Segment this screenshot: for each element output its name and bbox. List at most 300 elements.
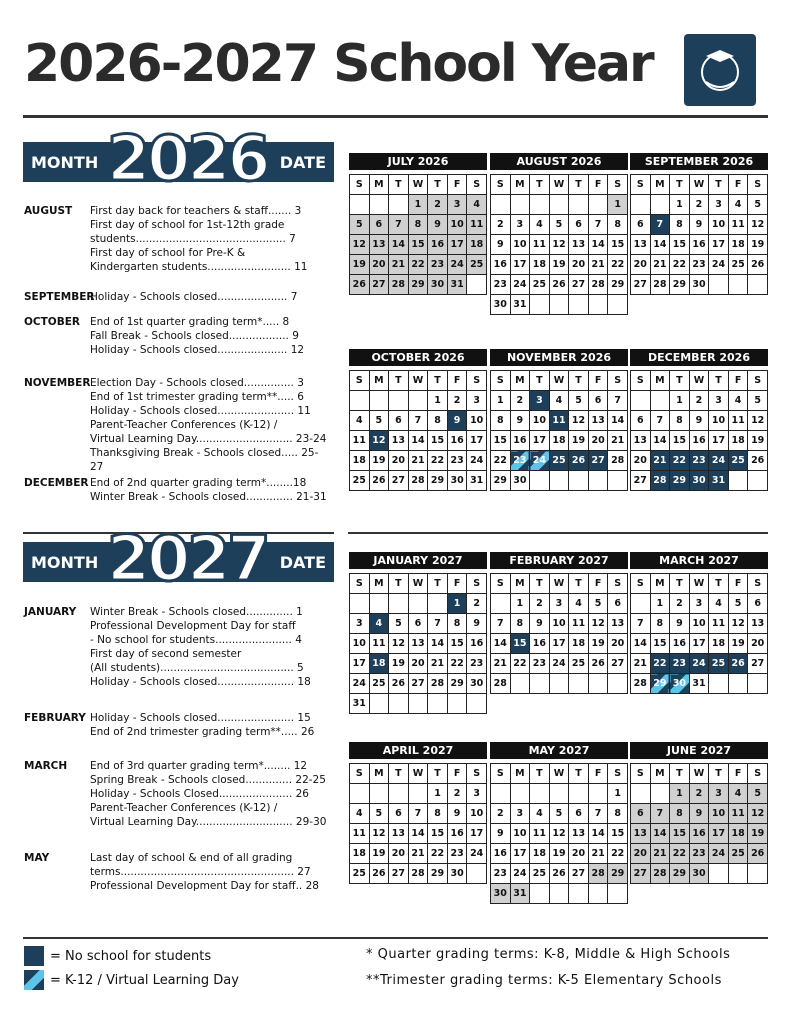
calendar-april-2027 — [349, 742, 487, 884]
empty-cell — [389, 694, 409, 714]
day-cell: 28 — [389, 275, 409, 295]
calendar-june-2027 — [630, 742, 768, 884]
weekday-header: F — [447, 574, 467, 594]
day-cell: 14 — [588, 824, 608, 844]
day-cell: 2 — [447, 784, 467, 804]
day-cell: 13 — [631, 824, 651, 844]
day-cell: 19 — [569, 431, 589, 451]
weekday-header: M — [510, 764, 530, 784]
day-cell: 19 — [748, 235, 768, 255]
day-cell: 17 — [510, 844, 530, 864]
month-label: MONTH — [31, 553, 99, 572]
day-cell: 10 — [549, 614, 569, 634]
weekday-header: S — [748, 764, 768, 784]
day-cell: 6 — [389, 804, 409, 824]
empty-cell — [491, 594, 511, 614]
day-cell: 22 — [428, 451, 448, 471]
day-cell: 23 — [428, 255, 448, 275]
event-line: First day of school for 1st-12th grade — [90, 219, 285, 231]
day-cell: 29 — [608, 275, 628, 295]
event-group-october — [24, 315, 330, 357]
day-cell: 3 — [467, 784, 487, 804]
empty-cell — [530, 784, 550, 804]
day-cell: 28 — [650, 864, 670, 884]
day-cell: 25 — [467, 255, 487, 275]
day-cell: 22 — [491, 451, 511, 471]
weekday-header: T — [670, 371, 690, 391]
empty-cell — [709, 275, 729, 295]
day-cell: 20 — [569, 255, 589, 275]
day-cell: 24 — [709, 844, 729, 864]
calendar-month-title: NOVEMBER 2026 — [490, 349, 628, 366]
weekday-header: F — [728, 175, 748, 195]
date-label: DATE — [279, 153, 326, 172]
year-label: 2027 — [107, 522, 268, 595]
day-cell: 28 — [408, 864, 428, 884]
day-cell: 16 — [689, 431, 709, 451]
day-cell: 29 — [670, 275, 690, 295]
day-cell: 4 — [728, 784, 748, 804]
day-cell: 12 — [389, 634, 409, 654]
day-cell: 6 — [569, 215, 589, 235]
empty-cell — [389, 594, 409, 614]
weekday-header: S — [350, 371, 370, 391]
day-cell: 3 — [467, 391, 487, 411]
day-cell: 22 — [608, 844, 628, 864]
weekday-header: T — [428, 764, 448, 784]
day-cell: 16 — [670, 634, 690, 654]
day-cell: 22 — [670, 451, 690, 471]
day-cell: 31 — [467, 471, 487, 491]
weekday-header: F — [728, 371, 748, 391]
weekday-header: S — [467, 574, 487, 594]
day-cell: 23 — [491, 275, 511, 295]
day-cell: 28 — [650, 471, 670, 491]
day-cell: 21 — [408, 451, 428, 471]
empty-cell — [369, 694, 389, 714]
weekday-header: T — [530, 371, 550, 391]
day-cell: 12 — [549, 824, 569, 844]
day-cell: 19 — [350, 255, 370, 275]
day-cell: 3 — [709, 195, 729, 215]
day-cell: 31 — [689, 674, 709, 694]
day-cell: 10 — [447, 215, 467, 235]
empty-cell — [428, 694, 448, 714]
day-cell: 1 — [650, 594, 670, 614]
day-cell: 3 — [549, 594, 569, 614]
weekday-header: T — [530, 574, 550, 594]
day-cell: 22 — [670, 255, 690, 275]
day-cell: 21 — [408, 844, 428, 864]
day-cell: 12 — [549, 235, 569, 255]
day-cell: 28 — [608, 451, 628, 471]
day-cell: 18 — [530, 255, 550, 275]
day-cell: 5 — [588, 594, 608, 614]
empty-cell — [491, 784, 511, 804]
empty-cell — [350, 391, 370, 411]
calendar-month-title: JANUARY 2027 — [349, 552, 487, 569]
event-group-january — [24, 605, 330, 689]
day-cell: 6 — [748, 594, 768, 614]
day-cell: 21 — [650, 255, 670, 275]
day-cell: 6 — [608, 594, 628, 614]
day-cell: 5 — [748, 784, 768, 804]
day-cell: 13 — [369, 235, 389, 255]
day-cell: 7 — [588, 215, 608, 235]
calendar-month-title: SEPTEMBER 2026 — [630, 153, 768, 170]
day-cell: 8 — [608, 215, 628, 235]
empty-cell — [709, 864, 729, 884]
day-cell: 4 — [350, 804, 370, 824]
weekday-header: F — [588, 574, 608, 594]
day-cell: 3 — [709, 391, 729, 411]
day-cell: 3 — [447, 195, 467, 215]
weekday-header: S — [467, 371, 487, 391]
day-cell: 29 — [447, 674, 467, 694]
day-cell: 26 — [549, 864, 569, 884]
event-line: Holiday - Schools closed..................... 12 — [90, 344, 305, 356]
event-month: MAY — [24, 852, 50, 864]
day-cell: 30 — [447, 471, 467, 491]
day-cell: 5 — [549, 215, 569, 235]
day-cell: 10 — [467, 804, 487, 824]
empty-cell — [510, 674, 530, 694]
day-cell: 11 — [530, 824, 550, 844]
day-cell: 15 — [670, 235, 690, 255]
day-cell: 14 — [428, 634, 448, 654]
day-cell: 10 — [467, 411, 487, 431]
empty-cell — [389, 391, 409, 411]
day-cell: 27 — [608, 654, 628, 674]
day-cell: 8 — [670, 411, 690, 431]
day-cell: 30 — [491, 295, 511, 315]
day-cell: 30 — [428, 275, 448, 295]
day-cell: 25 — [728, 844, 748, 864]
empty-cell — [748, 674, 768, 694]
day-cell: 15 — [608, 235, 628, 255]
day-cell: 19 — [549, 844, 569, 864]
day-cell: 14 — [408, 824, 428, 844]
empty-cell — [728, 864, 748, 884]
event-line: Holiday - Schools closed....................... 18 — [90, 676, 311, 688]
weekday-header: T — [389, 574, 409, 594]
day-cell: 13 — [389, 431, 409, 451]
weekday-header: F — [728, 574, 748, 594]
empty-cell — [408, 694, 428, 714]
bottom-rule — [23, 937, 768, 939]
empty-cell — [491, 195, 511, 215]
weekday-header: W — [408, 175, 428, 195]
day-cell: 13 — [569, 824, 589, 844]
event-line: Holiday - Schools Closed...................... 26 — [90, 788, 309, 800]
day-cell: 12 — [588, 614, 608, 634]
day-cell: 20 — [389, 451, 409, 471]
day-cell: 16 — [491, 255, 511, 275]
day-cell: 17 — [447, 235, 467, 255]
day-cell: 28 — [408, 471, 428, 491]
calendar-month-title: JULY 2026 — [349, 153, 487, 170]
weekday-header: F — [447, 175, 467, 195]
day-cell: 21 — [491, 654, 511, 674]
day-cell: 20 — [608, 634, 628, 654]
empty-cell — [569, 295, 589, 315]
day-cell: 20 — [748, 634, 768, 654]
empty-cell — [631, 391, 651, 411]
event-line: Parent-Teacher Conferences (K-12) / — [90, 419, 278, 431]
calendar-may-2027 — [490, 742, 628, 904]
day-cell: 27 — [408, 674, 428, 694]
empty-cell — [530, 674, 550, 694]
empty-cell — [369, 391, 389, 411]
day-cell: 4 — [569, 594, 589, 614]
day-cell: 15 — [428, 431, 448, 451]
empty-cell — [608, 471, 628, 491]
weekday-header: F — [447, 764, 467, 784]
day-cell: 23 — [689, 844, 709, 864]
day-cell: 11 — [569, 614, 589, 634]
empty-cell — [608, 884, 628, 904]
day-cell: 11 — [709, 614, 729, 634]
calendar-month-title: APRIL 2027 — [349, 742, 487, 759]
day-cell: 20 — [569, 844, 589, 864]
event-line: End of 1st quarter grading term*..... 8 — [90, 316, 290, 328]
day-cell: 15 — [447, 634, 467, 654]
day-cell: 23 — [510, 451, 530, 471]
weekday-header: T — [389, 175, 409, 195]
day-cell: 11 — [728, 215, 748, 235]
weekday-header: F — [447, 371, 467, 391]
event-line: students............................................. 7 — [90, 233, 296, 245]
day-cell: 22 — [428, 844, 448, 864]
weekday-header: S — [491, 175, 511, 195]
weekday-header: M — [650, 175, 670, 195]
empty-cell — [569, 674, 589, 694]
day-cell: 3 — [689, 594, 709, 614]
day-cell: 6 — [569, 804, 589, 824]
empty-cell — [748, 275, 768, 295]
day-cell: 7 — [608, 391, 628, 411]
day-cell: 29 — [608, 864, 628, 884]
day-cell: 10 — [709, 804, 729, 824]
weekday-header: W — [408, 574, 428, 594]
empty-cell — [588, 784, 608, 804]
empty-cell — [588, 471, 608, 491]
day-cell: 30 — [491, 884, 511, 904]
day-cell: 18 — [728, 824, 748, 844]
day-cell: 1 — [670, 195, 690, 215]
date-label: DATE — [279, 553, 326, 572]
empty-cell — [467, 864, 487, 884]
day-cell: 20 — [369, 255, 389, 275]
day-cell: 4 — [728, 195, 748, 215]
calendar-march-2027 — [630, 552, 768, 694]
day-cell: 27 — [631, 471, 651, 491]
calendar-july-2026 — [349, 153, 487, 295]
day-cell: 24 — [467, 451, 487, 471]
day-cell: 16 — [428, 235, 448, 255]
day-cell: 18 — [350, 844, 370, 864]
day-cell: 20 — [631, 451, 651, 471]
mid-rule-right — [348, 532, 768, 534]
day-cell: 27 — [569, 864, 589, 884]
weekday-header: F — [588, 175, 608, 195]
weekday-header: S — [350, 175, 370, 195]
day-cell: 19 — [748, 824, 768, 844]
day-cell: 24 — [510, 864, 530, 884]
day-cell: 17 — [709, 431, 729, 451]
day-cell: 8 — [428, 804, 448, 824]
weekday-header: T — [389, 764, 409, 784]
calendar-month-title: MARCH 2027 — [630, 552, 768, 569]
day-cell: 1 — [670, 784, 690, 804]
day-cell: 22 — [650, 654, 670, 674]
weekday-header: S — [350, 574, 370, 594]
day-cell: 22 — [408, 255, 428, 275]
day-cell: 16 — [510, 431, 530, 451]
calendar-january-2027 — [349, 552, 487, 714]
empty-cell — [510, 784, 530, 804]
weekday-header: S — [631, 574, 651, 594]
weekday-header: W — [549, 175, 569, 195]
day-cell: 14 — [588, 235, 608, 255]
weekday-header: S — [608, 175, 628, 195]
day-cell: 30 — [689, 471, 709, 491]
day-cell: 1 — [510, 594, 530, 614]
weekday-header: M — [650, 574, 670, 594]
day-cell: 4 — [369, 614, 389, 634]
day-cell: 7 — [408, 804, 428, 824]
day-cell: 12 — [748, 804, 768, 824]
day-cell: 24 — [709, 451, 729, 471]
event-month: DECEMBER — [24, 477, 89, 489]
day-cell: 13 — [569, 235, 589, 255]
day-cell: 26 — [569, 451, 589, 471]
day-cell: 5 — [549, 804, 569, 824]
day-cell: 11 — [728, 804, 748, 824]
weekday-header: T — [569, 574, 589, 594]
day-cell: 6 — [369, 215, 389, 235]
calendar-september-2026 — [630, 153, 768, 295]
day-cell: 28 — [428, 674, 448, 694]
empty-cell — [549, 195, 569, 215]
day-cell: 31 — [510, 295, 530, 315]
day-cell: 14 — [650, 431, 670, 451]
day-cell: 5 — [748, 195, 768, 215]
day-cell: 25 — [728, 255, 748, 275]
event-line: Holiday - Schools closed....................... 11 — [90, 405, 311, 417]
weekday-header: T — [709, 574, 729, 594]
day-cell: 19 — [549, 255, 569, 275]
event-line: Professional Development Day for staff — [90, 620, 296, 632]
event-group-march — [24, 759, 330, 829]
day-cell: 10 — [709, 411, 729, 431]
day-cell: 1 — [428, 784, 448, 804]
event-group-february — [24, 711, 330, 739]
day-cell: 11 — [350, 431, 370, 451]
weekday-header: S — [631, 764, 651, 784]
day-cell: 7 — [588, 804, 608, 824]
weekday-header: T — [389, 371, 409, 391]
day-cell: 14 — [389, 235, 409, 255]
empty-cell — [350, 784, 370, 804]
day-cell: 2 — [670, 594, 690, 614]
year-header-2026 — [23, 122, 334, 195]
day-cell: 6 — [631, 804, 651, 824]
empty-cell — [530, 195, 550, 215]
day-cell: 24 — [350, 674, 370, 694]
day-cell: 24 — [549, 654, 569, 674]
empty-cell — [748, 864, 768, 884]
weekday-header: S — [608, 764, 628, 784]
day-cell: 8 — [650, 614, 670, 634]
day-cell: 29 — [670, 864, 690, 884]
day-cell: 15 — [491, 431, 511, 451]
weekday-header: T — [709, 371, 729, 391]
day-cell: 8 — [447, 614, 467, 634]
day-cell: 26 — [369, 864, 389, 884]
empty-cell — [408, 784, 428, 804]
empty-cell — [369, 195, 389, 215]
event-month: SEPTEMBER — [24, 291, 95, 303]
day-cell: 26 — [748, 844, 768, 864]
day-cell: 18 — [530, 844, 550, 864]
day-cell: 9 — [689, 411, 709, 431]
day-cell: 19 — [588, 634, 608, 654]
day-cell: 31 — [350, 694, 370, 714]
empty-cell — [549, 884, 569, 904]
day-cell: 18 — [569, 634, 589, 654]
day-cell: 7 — [650, 411, 670, 431]
day-cell: 27 — [748, 654, 768, 674]
event-line: Holiday - Schools closed..................... 7 — [90, 291, 298, 303]
weekday-header: T — [428, 175, 448, 195]
day-cell: 4 — [530, 215, 550, 235]
empty-cell — [650, 391, 670, 411]
day-cell: 17 — [689, 634, 709, 654]
day-cell: 27 — [389, 471, 409, 491]
day-cell: 4 — [530, 804, 550, 824]
day-cell: 21 — [631, 654, 651, 674]
day-cell: 6 — [588, 391, 608, 411]
weekday-header: W — [408, 764, 428, 784]
day-cell: 15 — [428, 824, 448, 844]
event-line: Virtual Learning Day............................. 23-24 — [90, 433, 327, 445]
day-cell: 5 — [728, 594, 748, 614]
event-line: Winter Break - Schools closed.............. 21-31 — [90, 491, 327, 503]
event-group-august — [24, 204, 330, 274]
day-cell: 7 — [389, 215, 409, 235]
weekday-header: T — [530, 764, 550, 784]
day-cell: 9 — [447, 411, 467, 431]
day-cell: 25 — [530, 864, 550, 884]
day-cell: 12 — [369, 824, 389, 844]
day-cell: 13 — [631, 235, 651, 255]
day-cell: 15 — [408, 235, 428, 255]
day-cell: 23 — [670, 654, 690, 674]
day-cell: 14 — [650, 824, 670, 844]
day-cell: 4 — [709, 594, 729, 614]
event-month: NOVEMBER — [24, 377, 91, 389]
day-cell: 7 — [650, 804, 670, 824]
empty-cell — [369, 784, 389, 804]
calendar-august-2026 — [490, 153, 628, 315]
day-cell: 9 — [530, 614, 550, 634]
day-cell: 16 — [689, 824, 709, 844]
day-cell: 9 — [510, 411, 530, 431]
day-cell: 17 — [709, 235, 729, 255]
day-cell: 8 — [428, 411, 448, 431]
weekday-header: W — [408, 371, 428, 391]
